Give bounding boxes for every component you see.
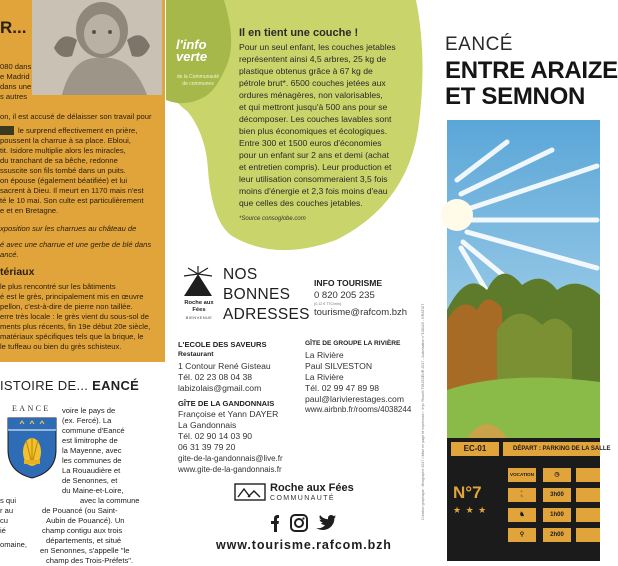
article-line: leur utilisation consommeraient 3,5 fois <box>239 174 388 184</box>
facebook-icon[interactable] <box>271 515 279 532</box>
clipped-cell <box>576 488 600 502</box>
cover-title-line1: ENTRE ARAIZE <box>445 57 618 84</box>
left-para2: du tranchant de sa bêche, redonne <box>0 156 118 165</box>
history-left-frag: s qui <box>0 496 17 505</box>
right-column <box>435 0 618 561</box>
ecole-phone[interactable]: Tél. 02 23 08 04 38 <box>178 372 253 382</box>
gitegroupe-website[interactable]: www.airbnb.fr/rooms/4038244 <box>305 405 412 414</box>
left-caption: é avec une charrue et une gerbe de blé dans <box>0 240 152 249</box>
left-caption: xposition sur les charrues au château de <box>0 224 137 233</box>
left-caption: ancé. <box>0 250 19 259</box>
article-line: bien plus économiques et écologiques. <box>239 126 388 136</box>
materials-line: é est le grès, principalement mis en œuvre <box>0 292 144 301</box>
addresses-heading: ADRESSES <box>223 306 310 323</box>
history-left-frag: r au <box>0 506 14 515</box>
article-line: ordures ménagères, non valorisables, <box>239 90 383 100</box>
difficulty-stars: ★ ★ ★ <box>453 505 488 515</box>
article-line: moins d'énergie et 2,3 fois moins d'eau <box>239 186 388 196</box>
clipped-cell <box>576 528 600 542</box>
website-url[interactable]: www.tourisme.rafcom.bzh <box>216 538 392 552</box>
history-line: Aubin de Pouancé). Un <box>46 516 125 525</box>
history-line: les communes de <box>62 456 122 465</box>
article-line: que celles des couches jetables. <box>239 198 363 208</box>
gitegroupe-title: GÎTE DE GROUPE LA RIVIÈRE <box>305 340 401 347</box>
left-para1: on, il est accusé de délaisser son travail pour <box>0 112 152 121</box>
gandonnais-line: Françoise et Yann DAYER <box>178 409 279 419</box>
article-line: plastique obtenus grâce à 67 kg de <box>239 66 373 76</box>
article-line: pour un enfant sur 2 ans et demi (achat <box>239 150 390 160</box>
history-line: est limitrophe de <box>62 436 118 445</box>
clipped-cell <box>576 508 600 522</box>
clipped-cell <box>576 468 600 482</box>
history-line: départements, et situé <box>46 536 122 545</box>
route-departure: DÉPART : PARKING DE LA SALLE <box>503 442 600 456</box>
left-para2: ssuscite son fils tombé dans un puits. <box>0 166 126 175</box>
duration-horse: 1h00 <box>543 508 571 522</box>
badge-subtitle: de la Communauté de communes <box>176 74 220 87</box>
route-code: EC-01 <box>451 442 499 456</box>
left-para2: le surprend effectivement en prière, <box>18 126 138 135</box>
ecole-email[interactable]: labizolais@gmail.com <box>178 383 262 393</box>
materials-line: matériaux spécifiques tels que la brique, le <box>0 332 144 341</box>
saint-statue-image <box>32 0 162 95</box>
bike-icon: ⚲ <box>508 528 536 542</box>
gitegroupe-email[interactable]: paul@larivierestages.com <box>305 394 405 404</box>
article-line: pétrole brut*. 6500 couches jetées aux <box>239 78 386 88</box>
badge-line2: verte <box>176 49 208 64</box>
history-line: champ des Trois-Préfets". <box>46 556 134 565</box>
gandonnais-line: La Gandonnais <box>178 420 237 430</box>
duration-bike: 2h00 <box>543 528 571 542</box>
article-line: Entre 300 et 1500 euros d'économies <box>239 138 382 148</box>
gandonnais-phone[interactable]: Tél. 02 90 14 03 90 <box>178 431 253 441</box>
left-frag: s autres <box>0 92 28 101</box>
addresses-heading: BONNES <box>223 286 291 303</box>
middle-column <box>166 0 434 561</box>
info-tourisme-phone[interactable]: 0 820 205 235 <box>314 290 375 301</box>
gitegroupe-line: La Rivière <box>305 350 344 360</box>
left-para2: tit. Isidore multiplie alors les miracles, <box>0 146 126 155</box>
materials-line: ments plus récents, fin 19e début 20e siècle, <box>0 322 151 331</box>
article-title: Il en tient une couche ! <box>239 27 359 39</box>
left-para2: poussent la charrue à sa place. Ebloui, <box>0 136 131 145</box>
left-highlight-mark <box>0 126 14 135</box>
left-para2: on épouse (également béatifiée) et lui <box>0 176 128 185</box>
gitegroupe-phone[interactable]: Tél. 02 99 47 89 98 <box>305 383 380 393</box>
ecole-address: 1 Contour René Gisteau <box>178 361 271 371</box>
rcf-logo-name: Roche aux Fées <box>270 482 354 494</box>
materials-line: pellon, c'est-à-dire de pierre non taillée. <box>0 302 133 311</box>
history-line: en Senonnes, s'appelle "le <box>40 546 130 555</box>
article-line: représentent ainsi 4,5 arbres, 25 kg de <box>239 54 387 64</box>
roche-logo-bienvenue: BIENVENUE <box>185 315 213 320</box>
gandonnais-email[interactable]: gite-de-la-gandonnais@live.fr <box>178 454 283 463</box>
social-links <box>266 513 336 533</box>
history-line: du Maine-et-Loire, <box>62 486 124 495</box>
gitegroupe-line: La Rivière <box>305 372 344 382</box>
history-line: de Senonnes, et <box>62 476 118 485</box>
left-frag: 080 dans <box>0 62 32 71</box>
info-tourisme-title: INFO TOURISME <box>314 278 383 288</box>
vocation-label: VOCATION <box>508 468 536 482</box>
left-para2: sacrent à Dieu. Il meurt en 1170 mais n'est <box>0 186 144 195</box>
roche-aux-fees-logo-icon <box>178 264 218 298</box>
history-line: la Mayenne, avec <box>62 446 122 455</box>
crest-label: EANCE <box>12 404 51 413</box>
gandonnais-phone2[interactable]: 06 31 39 79 20 <box>178 442 236 452</box>
history-line: avec la commune <box>80 496 140 505</box>
rcf-logo-icon <box>234 483 266 501</box>
history-left-frag: ié <box>0 526 6 535</box>
materials-line: erre très locale : le grès vient du sous-sol de <box>0 312 149 321</box>
article-line: et qui mettront jusqu'à 500 ans pour se <box>239 102 388 112</box>
history-left-frag: omaine, <box>0 540 28 549</box>
history-line: de Pouancé (ou Saint- <box>42 506 118 515</box>
ecole-subtitle: Restaurant <box>178 351 214 358</box>
instagram-icon[interactable] <box>291 515 307 531</box>
route-number: N°7 <box>453 483 482 502</box>
history-line: La Rouaudière et <box>62 466 121 475</box>
info-tourisme-email[interactable]: tourisme@rafcom.bzh <box>314 307 408 318</box>
landscape-photo <box>447 120 600 438</box>
left-para2: e et en Bretagne. <box>0 206 59 215</box>
info-tourisme-rate: (0,12 € TTC/min) <box>314 302 342 306</box>
left-top-heading: R... <box>0 18 27 37</box>
article-line: décomposer. Les couches lavables sont <box>239 114 392 124</box>
materials-line: le tuffeau ou bien du grès schisteux. <box>0 342 122 351</box>
materials-line: le plus rencontré sur les bâtiments <box>0 282 116 291</box>
roche-logo-name: Roche aux Fées <box>184 300 214 313</box>
left-column <box>0 0 165 565</box>
materials-heading: tériaux <box>0 266 35 278</box>
walker-icon: 🚶 <box>508 488 536 502</box>
ecole-title: L'ECOLE DES SAVEURS <box>178 340 267 349</box>
history-line: (ex. Fercé). La <box>62 416 112 425</box>
gitegroupe-line: Paul SILVESTON <box>305 361 373 371</box>
article-source: *Source consoglobe.com <box>239 216 306 222</box>
history-line: commune d'Eancé <box>62 426 125 435</box>
left-frag: e Madrid <box>0 72 30 81</box>
history-line: voire le pays de <box>62 406 116 415</box>
addresses-heading: NOS <box>223 266 258 283</box>
clock-icon: ◷ <box>543 468 571 482</box>
article-line: Pour un seul enfant, les couches jetables <box>239 42 396 52</box>
rcf-logo-sub: COMMUNAUTÉ <box>270 495 335 502</box>
print-credits: Création graphique : lithographe 2017 • Mise en page et impression : Imp. Rouelli TOUSSEUR 2017 - Autorisation n°108420 - GRATUIT <box>421 303 425 520</box>
history-town: EANCÉ <box>92 378 140 393</box>
gandonnais-title: GÎTE DE LA GANDONNAIS <box>178 399 275 408</box>
left-para2: té le 10 mai. Son culte est particulièrement <box>0 196 144 205</box>
history-line: champ contigu aux trois <box>42 526 123 535</box>
history-prefix: ISTOIRE DE... <box>0 378 93 393</box>
horse-icon: ♞ <box>508 508 536 522</box>
info-verte-badge <box>176 39 207 63</box>
history-left-frag: cu <box>0 516 9 525</box>
article-line: et entretien compris). Leur production et <box>239 162 392 172</box>
eance-crest-icon <box>6 416 58 480</box>
twitter-icon[interactable] <box>316 515 336 530</box>
badge-line1: l'info <box>176 37 207 52</box>
gandonnais-website[interactable]: www.gite-de-la-gandonnais.fr <box>178 465 282 474</box>
history-heading <box>0 378 139 393</box>
cover-town: EANCÉ <box>445 34 513 55</box>
duration-walk: 3h00 <box>543 488 571 502</box>
left-frag: dans une <box>0 82 32 91</box>
cover-title-line2: ET SEMNON <box>445 83 585 110</box>
